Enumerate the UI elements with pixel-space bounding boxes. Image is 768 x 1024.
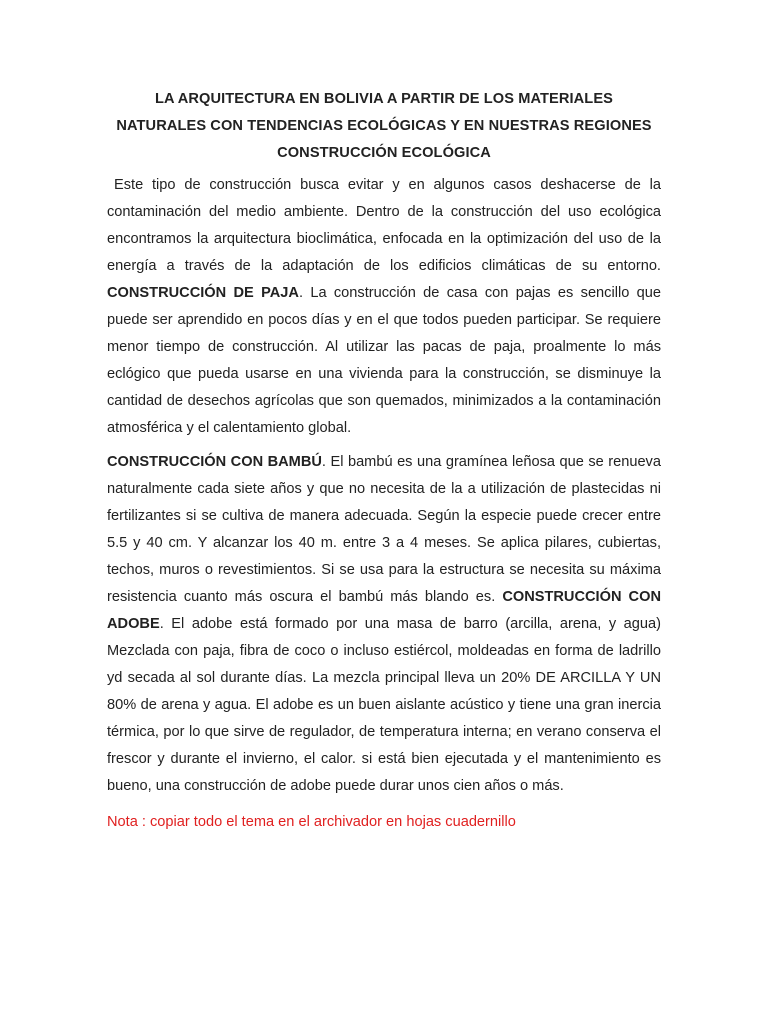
paragraph-intro-paja — [107, 172, 661, 442]
title-line-3: CONSTRUCCIÓN ECOLÓGICA — [277, 145, 491, 161]
note-text: Nota : copiar todo el tema en el archivador en hojas cuadernillo — [107, 814, 516, 830]
paja-text: . La construcción de casa con pajas es sencillo que puede ser aprendido en pocos días y en el que todos pueden participar. Se requiere menor tiempo de construcción. Al utilizar las pacas de paja, proalmente lo más eclógico que pueda usarse en una vivienda para la construcción, se disminuye la cantidad de desechos agrícolas que son quemados, minimizados a la contaminación atmosférica y el calentamiento global. — [107, 285, 661, 436]
document-page — [107, 86, 661, 836]
document-title — [107, 86, 661, 167]
bambu-text: . El bambú es una gramínea leñosa que se renueva naturalmente cada siete años y que no necesita de la a utilización de plastecidas ni fertilizantes si se cultiva de manera adecuada. Según la especie puede crecer entre 5.5 y 40 cm. Y alcanzar los 40 m. entre 3 a 4 meses. Se aplica pilares, cubiertas, techos, muros o revestimientos. Si se usa para la estructura se necesita su máxima resistencia cuanto más oscura el bambú más blando es. — [107, 454, 661, 605]
title-line-2: NATURALES CON TENDENCIAS ECOLÓGICAS Y EN NUESTRAS REGIONES — [116, 118, 652, 134]
intro-text: Este tipo de construcción busca evitar y en algunos casos deshacerse de la contaminación del medio ambiente. Dentro de la construcción del uso ecológica encontramos la arquitectura bioclimática, enfocada en la optimización del uso de la energía a través de la adaptación de los edificios climáticas de su entorno. — [107, 177, 661, 274]
paragraph-bambu-adobe — [107, 449, 661, 800]
heading-bambu: CONSTRUCCIÓN CON BAMBÚ — [107, 454, 322, 470]
title-line-1: LA ARQUITECTURA EN BOLIVIA A PARTIR DE LOS MATERIALES — [155, 91, 613, 107]
heading-paja: CONSTRUCCIÓN DE PAJA — [107, 285, 299, 301]
adobe-text: . El adobe está formado por una masa de barro (arcilla, arena, y agua) Mezclada con paja, fibra de coco o incluso estiércol, moldeadas en forma de ladrillo yd secada al sol durante días. La mezcla principal lleva un 20% DE ARCILLA Y UN 80% de arena y agua. El adobe es un buen aislante acústico y tiene una gran inercia térmica, por lo que sirve de regulador, de temperatura interna; en verano conserva el frescor y durante el invierno, el calor. si está bien ejecutada y el mantenimiento es bueno, una construcción de adobe puede durar unos cien años o más. — [107, 616, 661, 794]
heading-adobe: CONSTRUCCIÓN CON ADOBE — [107, 589, 661, 632]
